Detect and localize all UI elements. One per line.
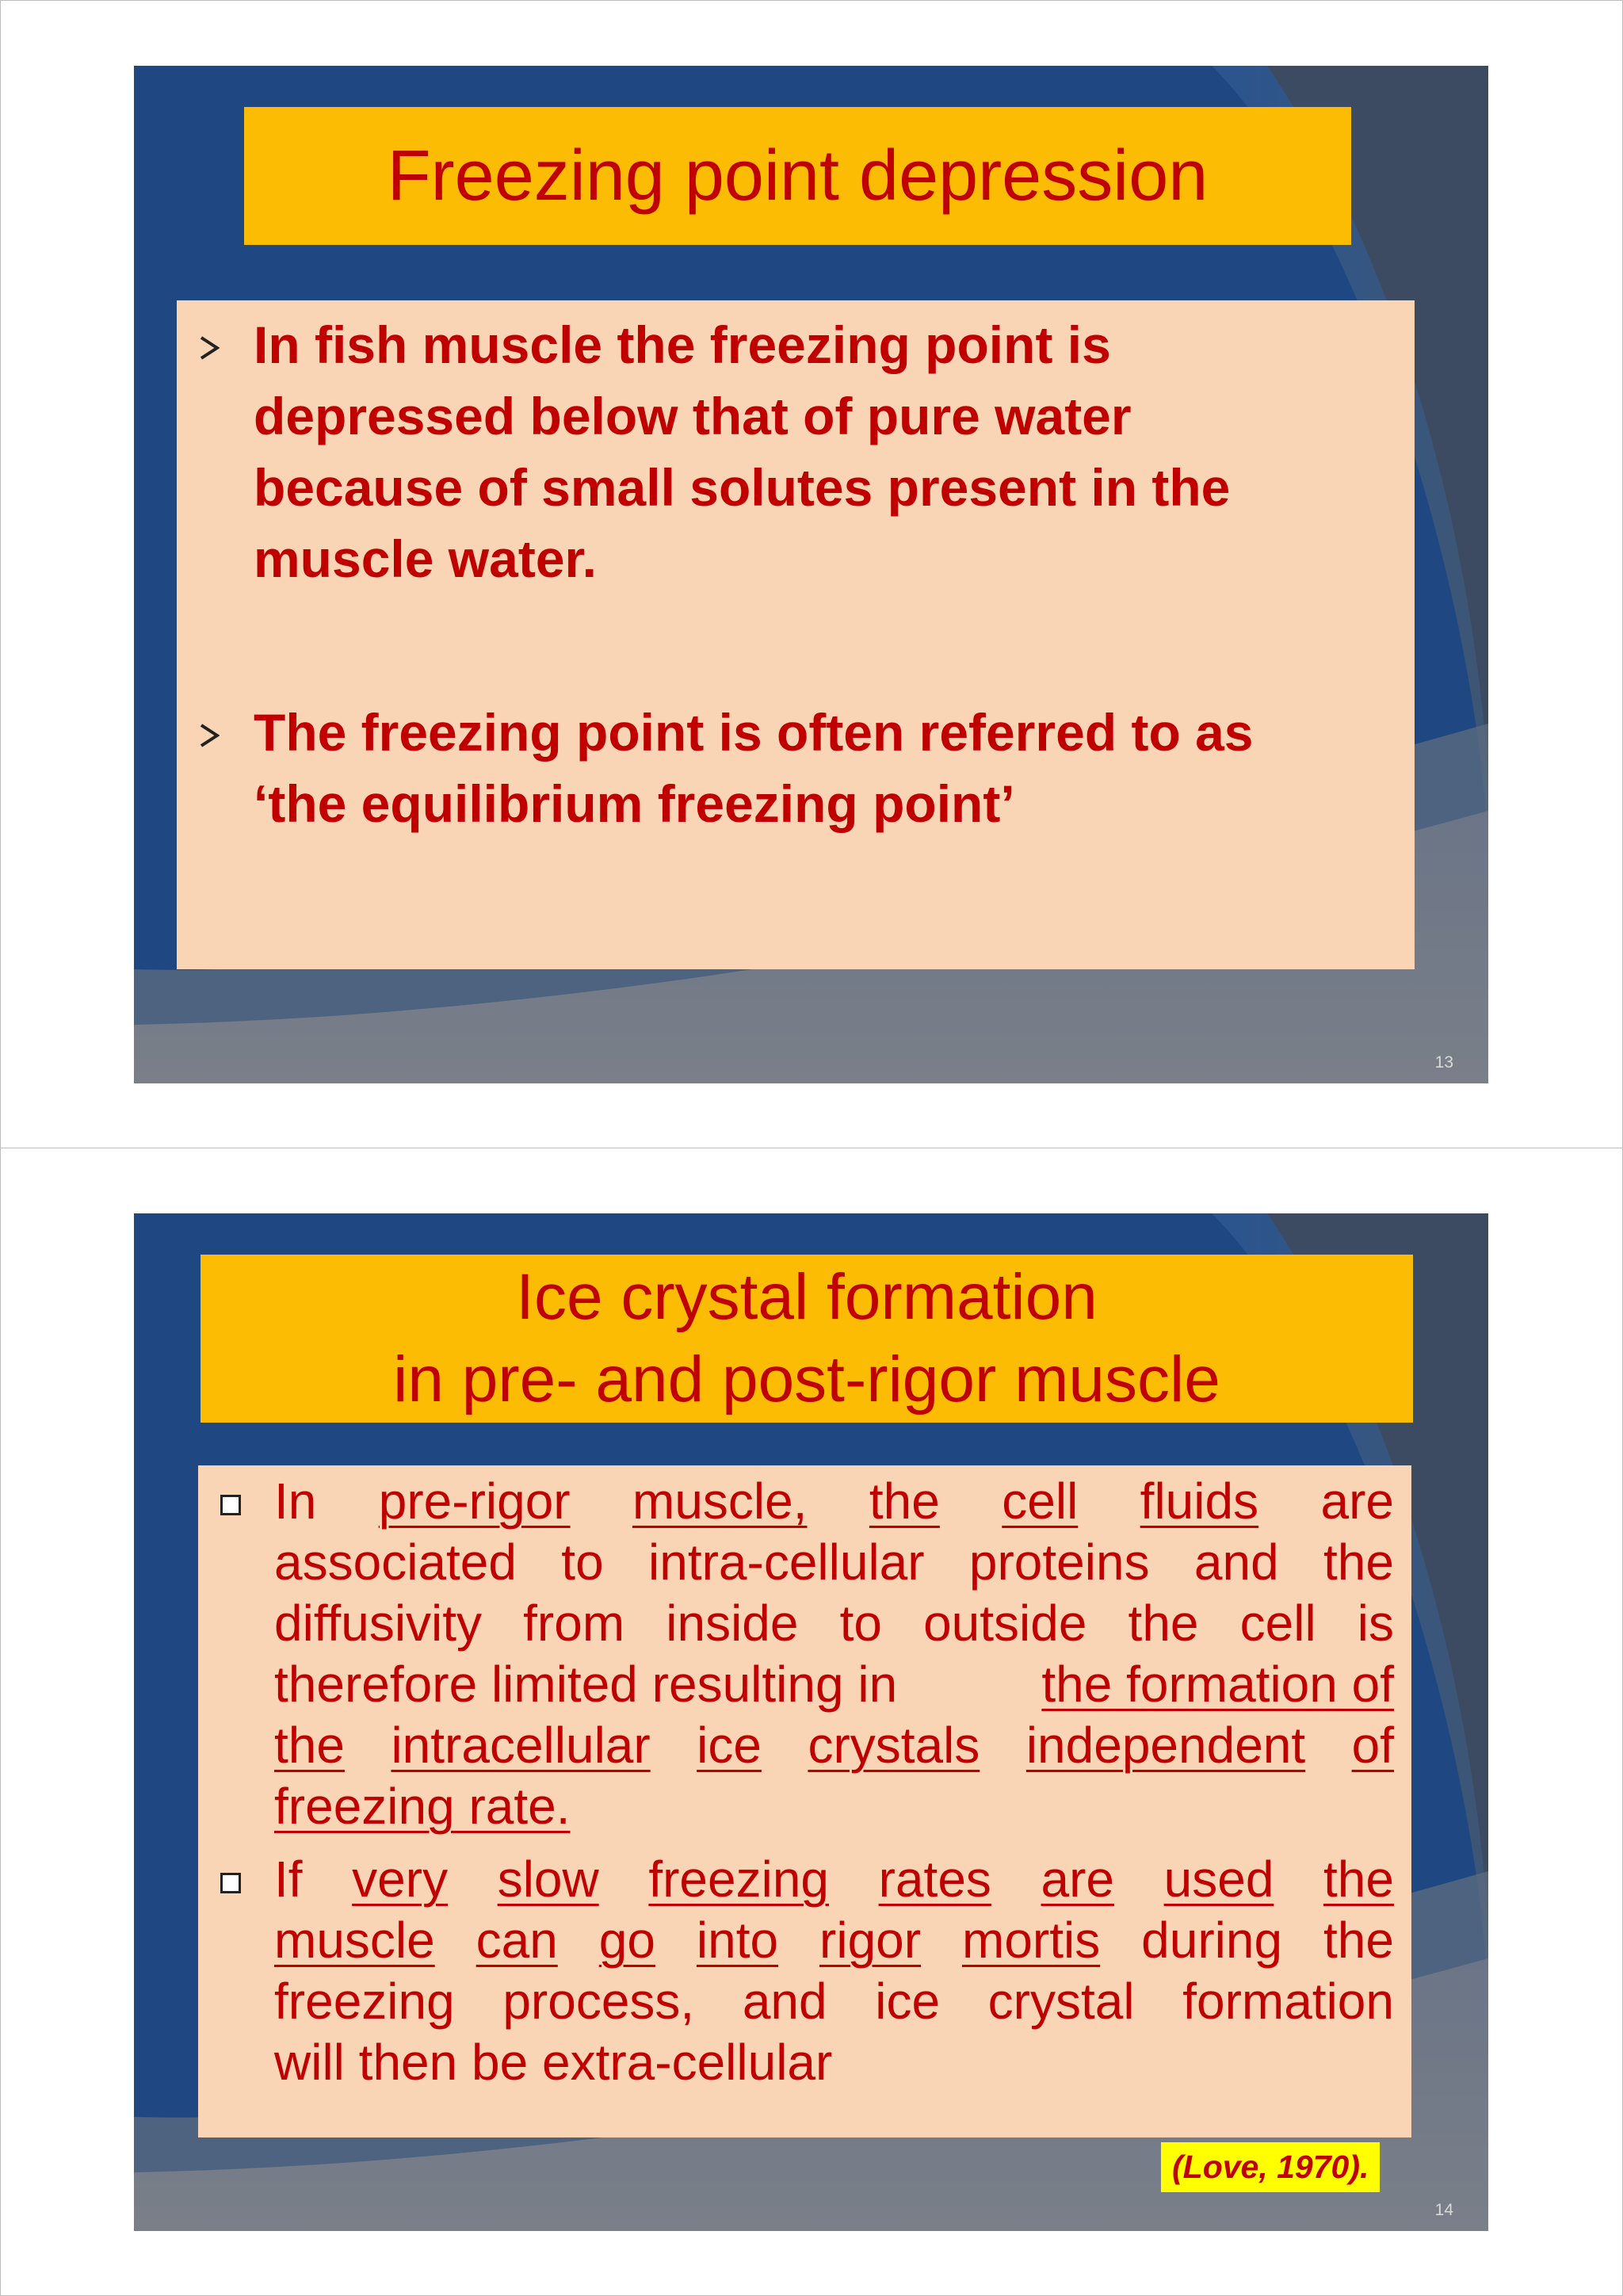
text-line: The freezing point is often referred to as [254, 703, 1254, 762]
checkbox-bullet-icon [220, 1873, 241, 1893]
checkbox-bullet-icon [220, 1495, 241, 1515]
arrow-bullet-icon [199, 336, 220, 360]
bullet-paragraph-1 [254, 309, 1407, 594]
content-box [177, 300, 1415, 969]
word: ice [697, 1717, 762, 1774]
text-line: depressed below that of pure water [254, 387, 1132, 445]
word: are [1041, 1851, 1115, 1908]
text-line: ‘the equilibrium freezing point’ [254, 774, 1015, 833]
word: crystals [808, 1717, 980, 1774]
text-span: the formation of [1041, 1656, 1394, 1713]
slide-title-line-1: Ice crystal formation [516, 1261, 1098, 1333]
word: the [1323, 1912, 1394, 1969]
word: from [523, 1595, 625, 1652]
word: muscle, [632, 1473, 808, 1530]
text-line [274, 1654, 1394, 1715]
text-line [274, 1715, 1394, 1776]
word: outside [923, 1595, 1087, 1652]
word: mortis [962, 1912, 1101, 1969]
word: freezing [274, 1973, 455, 2030]
text-line [274, 1776, 1394, 1837]
text-span: will then be extra-cellular [274, 2034, 833, 2091]
page-number: 14 [1434, 2201, 1453, 2219]
citation-label: (Love, 1970). [1161, 2142, 1380, 2192]
word: the [869, 1473, 940, 1530]
word: pre-rigor [378, 1473, 571, 1530]
bullet-paragraph-2 [254, 697, 1407, 839]
slide-title-box [200, 1255, 1413, 1423]
text-span: freezing rate. [274, 1778, 571, 1835]
word: very [352, 1851, 449, 1908]
slide-title-line-2: in pre- and post-rigor muscle [393, 1343, 1220, 1415]
word: inside [666, 1595, 799, 1652]
word: cell [1239, 1595, 1316, 1652]
slide-14 [134, 1213, 1488, 2231]
word: the [1323, 1534, 1394, 1591]
word: slow [497, 1851, 599, 1908]
text-line [274, 1910, 1394, 1971]
word: independent [1025, 1717, 1306, 1774]
text-line [274, 1849, 1394, 1910]
word: the [274, 1717, 345, 1774]
word: cell [1002, 1473, 1079, 1530]
word: diffusivity [274, 1595, 483, 1652]
word: the [1323, 1851, 1394, 1908]
word: to [839, 1595, 882, 1652]
word: used [1163, 1851, 1274, 1908]
word: formation [1182, 1973, 1394, 2030]
word: into [696, 1912, 779, 1969]
word: and [742, 1973, 827, 2030]
text-line [274, 1471, 1394, 1532]
arrow-bullet-icon [199, 724, 220, 747]
word: associated [274, 1534, 517, 1591]
word: intracellular [391, 1717, 651, 1774]
text-line [274, 2032, 1394, 2093]
word: intra-cellular [648, 1534, 925, 1591]
word: If [274, 1851, 303, 1908]
word: rates [878, 1851, 991, 1908]
word: crystal [987, 1973, 1135, 2030]
slide-title-box [244, 107, 1351, 245]
word: ice [875, 1973, 941, 2030]
word: and [1193, 1534, 1279, 1591]
page-number: 13 [1434, 1053, 1453, 1072]
content-box [198, 1465, 1411, 2137]
text-line: because of small solutes present in the [254, 458, 1231, 517]
word: rigor [819, 1912, 922, 1969]
word: during [1141, 1912, 1283, 1969]
word: fluids [1140, 1473, 1259, 1530]
word: In [274, 1473, 317, 1530]
word: the [1128, 1595, 1199, 1652]
text-line [274, 1971, 1394, 2032]
slide-title: Freezing point depression [387, 136, 1209, 216]
word: muscle [274, 1912, 435, 1969]
word: proteins [968, 1534, 1150, 1591]
word: to [561, 1534, 604, 1591]
text-span: therefore limited resulting in [274, 1656, 898, 1713]
word: can [475, 1912, 558, 1969]
text-line [274, 1593, 1394, 1654]
text-line: In fish muscle the freezing point is [254, 315, 1111, 374]
word: is [1357, 1595, 1394, 1652]
slide-13 [134, 66, 1488, 1083]
word: process, [502, 1973, 695, 2030]
word: freezing [648, 1851, 830, 1908]
text-line: muscle water. [254, 529, 597, 588]
text-line [274, 1532, 1394, 1593]
word: are [1320, 1473, 1394, 1530]
word: go [598, 1912, 655, 1969]
word: of [1351, 1717, 1394, 1774]
